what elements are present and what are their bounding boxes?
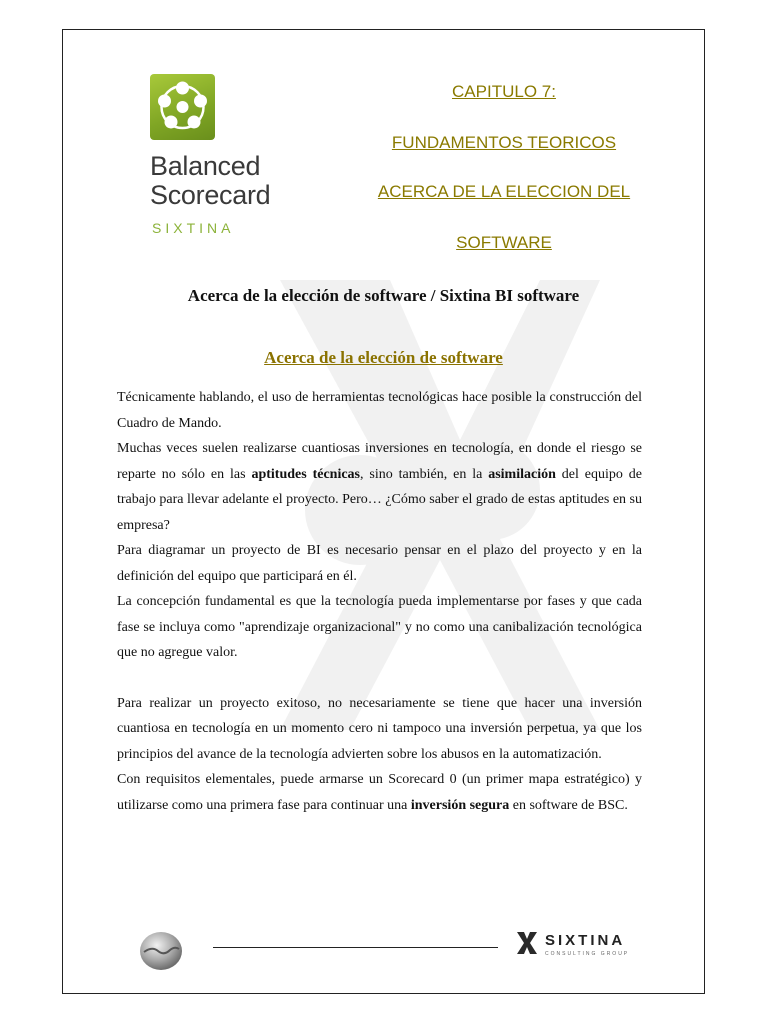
flower-emblem-icon (150, 74, 215, 140)
chapter-title-line1: FUNDAMENTOS TEORICOS (391, 133, 617, 152)
paragraph-6 (117, 767, 642, 818)
paragraph-3: Para diagramar un proyecto de BI es necesario pensar en el plazo del proyecto y en la definición del equipo que participará en él. (117, 543, 642, 584)
emphasis-aptitudes: aptitudes técnicas (251, 466, 360, 482)
logo-title-line1: Balanced (150, 151, 261, 181)
paragraph-2-text-a: Muchas veces suelen realizarse cuantiosas inversiones en tecnología, en donde el riesgo se reparte no sólo en las (117, 441, 642, 482)
footer-sixtina-logo (515, 930, 635, 960)
emphasis-asimilacion: asimilación (488, 466, 556, 482)
footer-tagline: CONSULTING GROUP (545, 951, 630, 957)
logo-title-line2: Scorecard (150, 180, 271, 210)
logo-subtitle: SIXTINA (152, 220, 235, 236)
logo-title (150, 152, 270, 210)
footer-brand: SIXTINA (545, 932, 626, 949)
chapter-title-line3: SOFTWARE (456, 233, 552, 252)
footer-orb-icon (138, 930, 184, 972)
paragraph-1: Técnicamente hablando, el uso de herramientas tecnológicas hace posible la construcción del Cuadro de Mando. (117, 390, 642, 431)
body-text (117, 385, 642, 818)
chapter-number: CAPITULO 7: (452, 82, 556, 101)
paragraph-5: Para realizar un proyecto exitoso, no necesariamente se tiene que hacer una inversión cuantiosa en tecnología en un momento cero ni tampoco una inversión perpetua, ya que los principios del avance de la tecnología advierten sobre los abusos en la automatización. (117, 695, 642, 762)
paragraph-2-text-e: del equipo de trabajo para llevar adelante el proyecto. Pero… ¿Cómo saber el grado de estas aptitudes en su empresa? (117, 466, 642, 533)
footer-divider (213, 947, 498, 948)
section-heading: Acerca de la elección de software (264, 348, 503, 367)
paragraph-2 (117, 436, 642, 538)
balanced-scorecard-logo (150, 74, 300, 244)
chapter-title-line2: ACERCA DE LA ELECCION DEL (377, 182, 631, 201)
document-subtitle: Acerca de la elección de software / Sixtina BI software (187, 286, 580, 305)
paragraph-6-text-c: en software de BSC. (509, 797, 628, 813)
paragraph-2-text-c: , sino también, en la (360, 466, 489, 482)
sixtina-x-icon (515, 930, 539, 956)
paragraph-4: La concepción fundamental es que la tecnología pueda implementarse por fases y que cada fase se incluya como "aprendizaje organizacional" y no como una canibalización tecnológica que no agregue valor. (117, 594, 642, 660)
logo-emblem-icon (150, 74, 215, 140)
paragraph-6-text-a: Con requisitos elementales, puede armarse un Scorecard 0 (un primer mapa estratégico) y utilizarse como una primera fase para continuar una (117, 772, 642, 813)
emphasis-inversion-segura: inversión segura (410, 797, 510, 813)
